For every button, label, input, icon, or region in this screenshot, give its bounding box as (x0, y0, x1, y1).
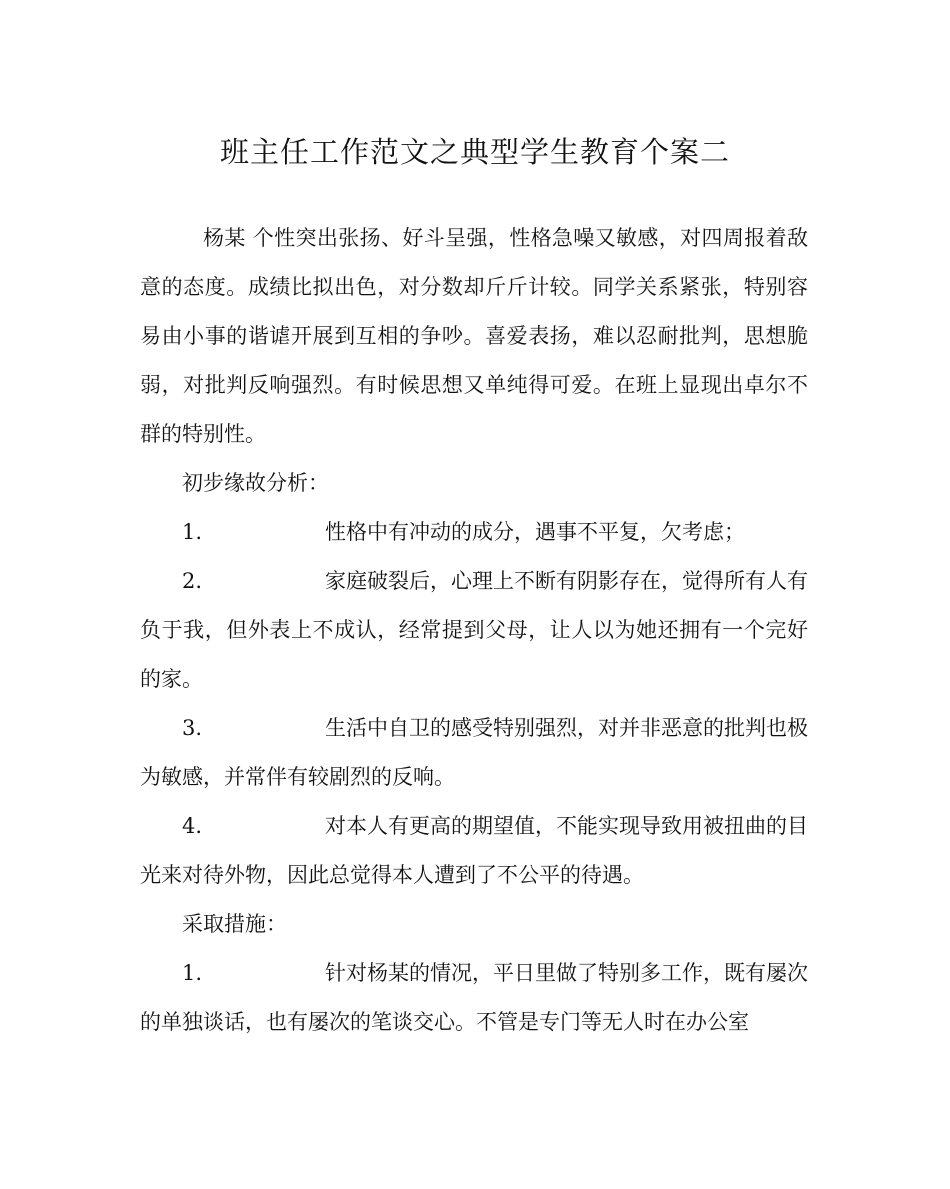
item-number: 1. (182, 520, 203, 544)
item-text: 针对杨某的情况，平日里做了特别多工作，既有屡次的单独谈话，也有屡次的笔谈交心。不管是专门等无人时在办公室 (140, 961, 808, 1034)
intro-paragraph: 杨某 个性突出张扬、好斗呈强，性格急噪又敏感，对四周报着敌意的态度。成绩比拟出色，对分数却斤斤计较。同学关系紧张，特别容易由小事的谐谑开展到互相的争吵。喜爱表扬，难以忍耐批判，思想脆弱，对批判反响强烈。有时候思想又单纯得可爱。在班上显现出卓尔不群的特别性。 (140, 226, 808, 446)
item-number: 1. (182, 961, 203, 985)
analysis-item (140, 802, 808, 900)
measures-item (140, 949, 808, 1047)
measures-heading: 采取措施： (182, 912, 287, 936)
item-text: 性格中有冲动的成分，遇事不平复，欠考虑； (325, 520, 745, 544)
analysis-item (140, 508, 808, 557)
item-text: 对本人有更高的期望值，不能实现导致用被扭曲的目光来对待外物，因此总觉得本人遭到了不公平的待遇。 (140, 814, 808, 887)
analysis-item (140, 704, 808, 802)
analysis-item (140, 557, 808, 704)
item-number: 4. (182, 814, 203, 838)
item-text: 生活中自卫的感受特别强烈，对并非恶意的批判也极为敏感，并常伴有较剧烈的反响。 (140, 716, 808, 789)
document-body (140, 214, 808, 1047)
page-title: 班主任工作范文之典型学生教育个案二 (219, 135, 730, 169)
item-number: 3. (182, 716, 203, 740)
item-text: 家庭破裂后，心理上不断有阴影存在，觉得所有人有负于我，但外表上不成认，经常提到父母，让人以为她还拥有一个完好的家。 (140, 569, 808, 691)
item-number: 2. (182, 569, 203, 593)
analysis-heading: 初步缘故分析： (182, 471, 329, 495)
